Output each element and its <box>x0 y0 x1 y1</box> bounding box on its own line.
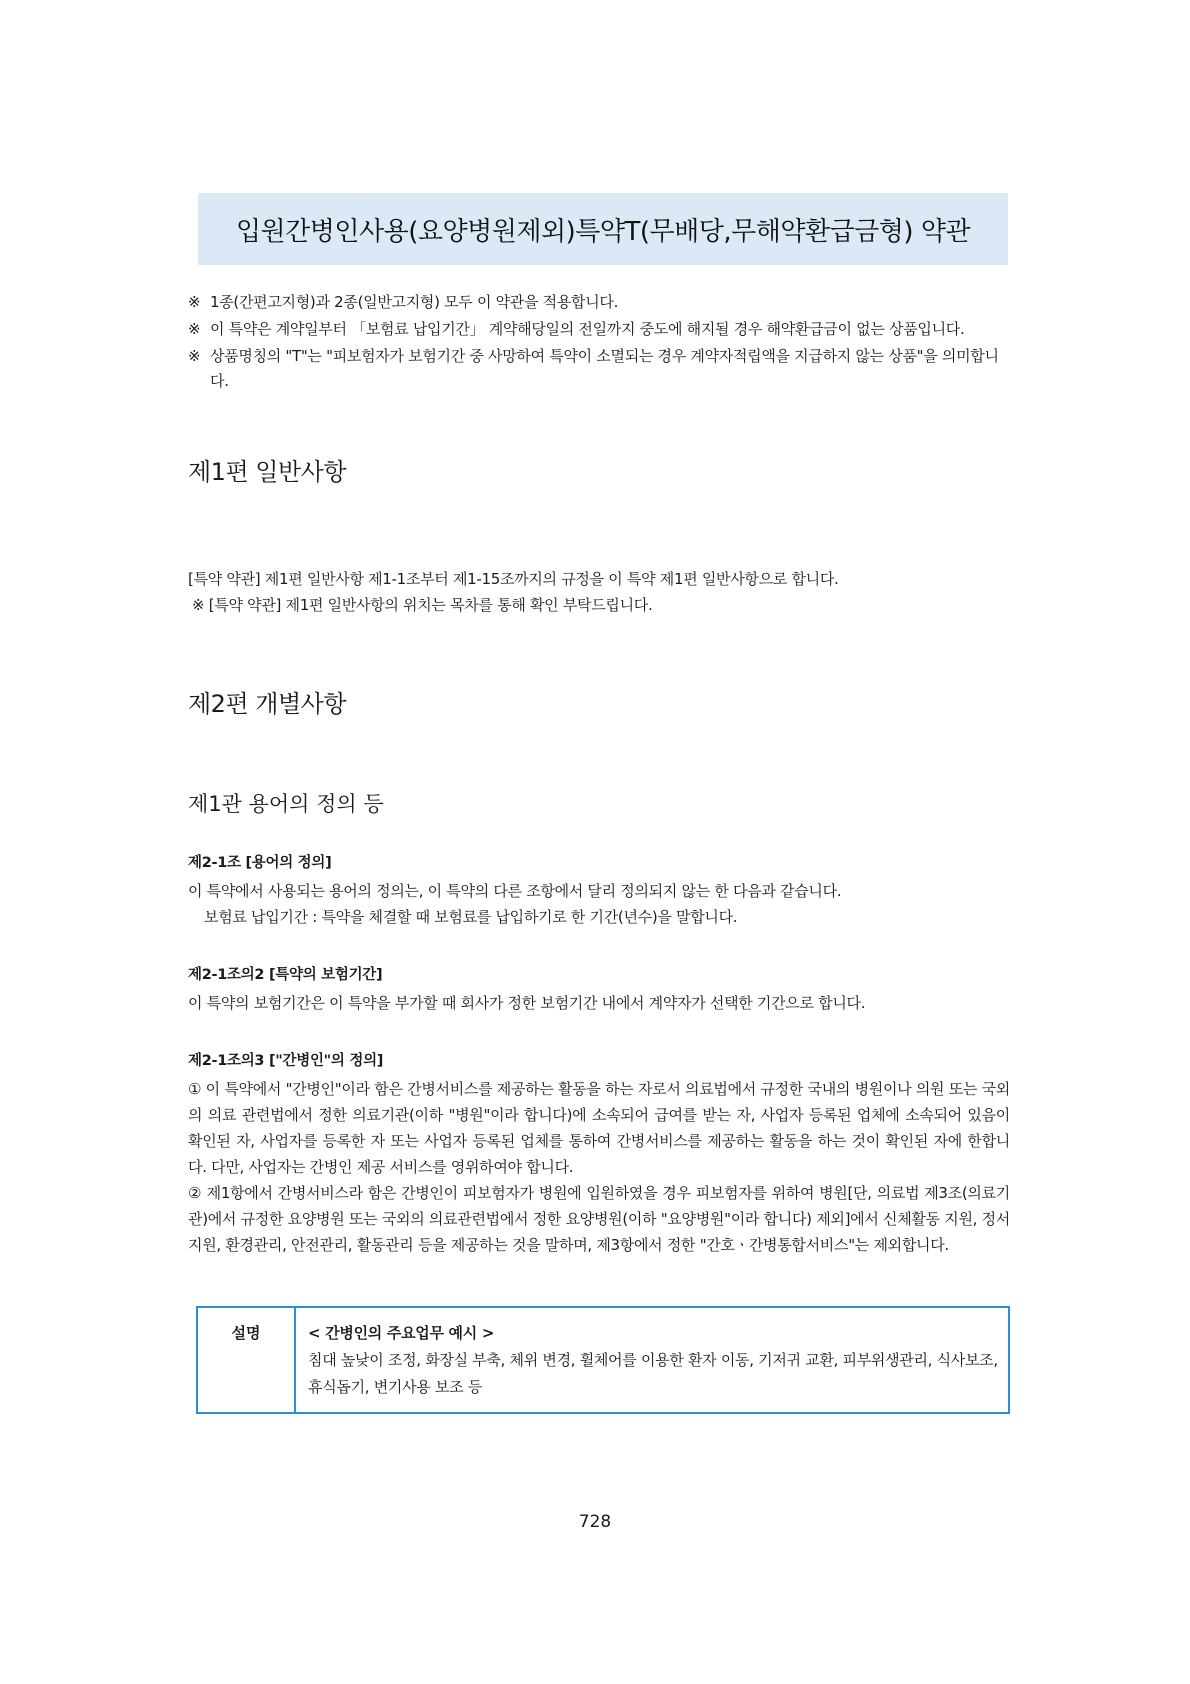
explanation-body <box>296 1308 1008 1412</box>
reference-mark-icon: ※ <box>188 320 201 338</box>
article-text: ① 이 특약에서 "간병인"이라 함은 간병서비스를 제공하는 활동을 하는 자로서 의료법에서 규정한 국내의 병원이나 의원 또는 국외의 의료 관련법에서 정한 의료기관(이하 "병원"이라 합니다)에 소속되어 급여를 받는 자, 사업자 등록된 업체에 소속되어 있음이 확인된 자, 사업자를 등록한 자 또는 사업자 등록된 업체를 통하여 간병서비스를 제공하는 활동을 하는 것이 확인된 자에 한합니다. 다만, 사업자는 간병인 제공 서비스를 영위하여야 합니다. <box>188 1080 1010 1176</box>
explanation-text: 침대 높낮이 조정, 화장실 부축, 체위 변경, 휠체어를 이용한 환자 이동, 기저귀 교환, 피부위생관리, 식사보조, 휴식돕기, 변기사용 보조 등 <box>308 1351 998 1396</box>
part1-note: ※ [특약 약관] 제1편 일반사항의 위치는 목차를 통해 확인 부탁드립니다. <box>192 596 653 614</box>
note-text: 상품명칭의 "T"는 "피보험자가 보험기간 중 사망하여 특약이 소멸되는 경우 계약자적립액을 지급하지 않는 상품"을 의미합니다. <box>210 347 999 390</box>
explanation-label: 설명 <box>198 1308 296 1412</box>
part2-heading: 제2편 개별사항 <box>188 690 347 718</box>
notes-block <box>188 290 1010 396</box>
article-title: 제2-1조 [용어의 정의] <box>188 855 332 871</box>
part1-body <box>188 566 1010 618</box>
article-insurance-period <box>188 962 1010 1016</box>
article-text: 이 특약에서 사용되는 용어의 정의는, 이 특약의 다른 조항에서 달리 정의되지 않는 한 다음과 같습니다. <box>188 882 842 900</box>
page-number: 728 <box>578 1512 612 1532</box>
note-text: 1종(간편고지형)과 2종(일반고지형) 모두 이 약관을 적용합니다. <box>210 293 619 311</box>
note-item <box>188 290 1010 315</box>
article-caregiver-definition <box>188 1048 1010 1258</box>
explanation-subtitle: < 간병인의 주요업무 예시 > <box>308 1324 495 1342</box>
document-title: 입원간병인사용(요양병원제외)특약T(무배당,무해약환급금형) 약관 <box>235 216 971 247</box>
part1-heading: 제1편 일반사항 <box>188 458 347 486</box>
article-text: 보험료 납입기간 : 특약을 체결할 때 보험료를 납입하기로 한 기간(년수)을 말합니다. <box>204 908 738 926</box>
note-text: 이 특약은 계약일부터 「보험료 납입기간」 계약해당일의 전일까지 중도에 해지될 경우 해약환급금이 없는 상품입니다. <box>210 320 965 338</box>
title-banner <box>198 193 1008 265</box>
article-text: 이 특약의 보험기간은 이 특약을 부가할 때 회사가 정한 보험기간 내에서 계약자가 선택한 기간으로 합니다. <box>188 994 866 1012</box>
note-item <box>188 317 1010 342</box>
chapter-heading: 제1관 용어의 정의 등 <box>188 792 384 816</box>
reference-mark-icon: ※ <box>188 347 201 365</box>
article-title: 제2-1조의3 ["간병인"의 정의] <box>188 1053 384 1069</box>
note-item <box>188 344 1010 394</box>
explanation-box <box>196 1306 1010 1414</box>
article-title: 제2-1조의2 [특약의 보험기간] <box>188 967 383 983</box>
reference-mark-icon: ※ <box>188 293 201 311</box>
part1-line: [특약 약관] 제1편 일반사항 제1-1조부터 제1-15조까지의 규정을 이 특약 제1편 일반사항으로 합니다. <box>188 570 839 588</box>
article-text: ② 제1항에서 간병서비스라 함은 간병인이 피보험자가 병원에 입원하였을 경우 피보험자를 위하여 병원[단, 의료법 제3조(의료기관)에서 규정한 요양병원 또는 국외의 의료관련법에서 정한 요양병원(이하 "요양병원"이라 합니다) 제외]에서 신체활동 지원, 정서지원, 환경관리, 안전관리, 활동관리 등을 제공하는 것을 말하며, 제3항에서 정한 "간호ㆍ간병통합서비스"는 제외합니다. <box>188 1184 1010 1254</box>
article-definitions <box>188 850 1010 930</box>
